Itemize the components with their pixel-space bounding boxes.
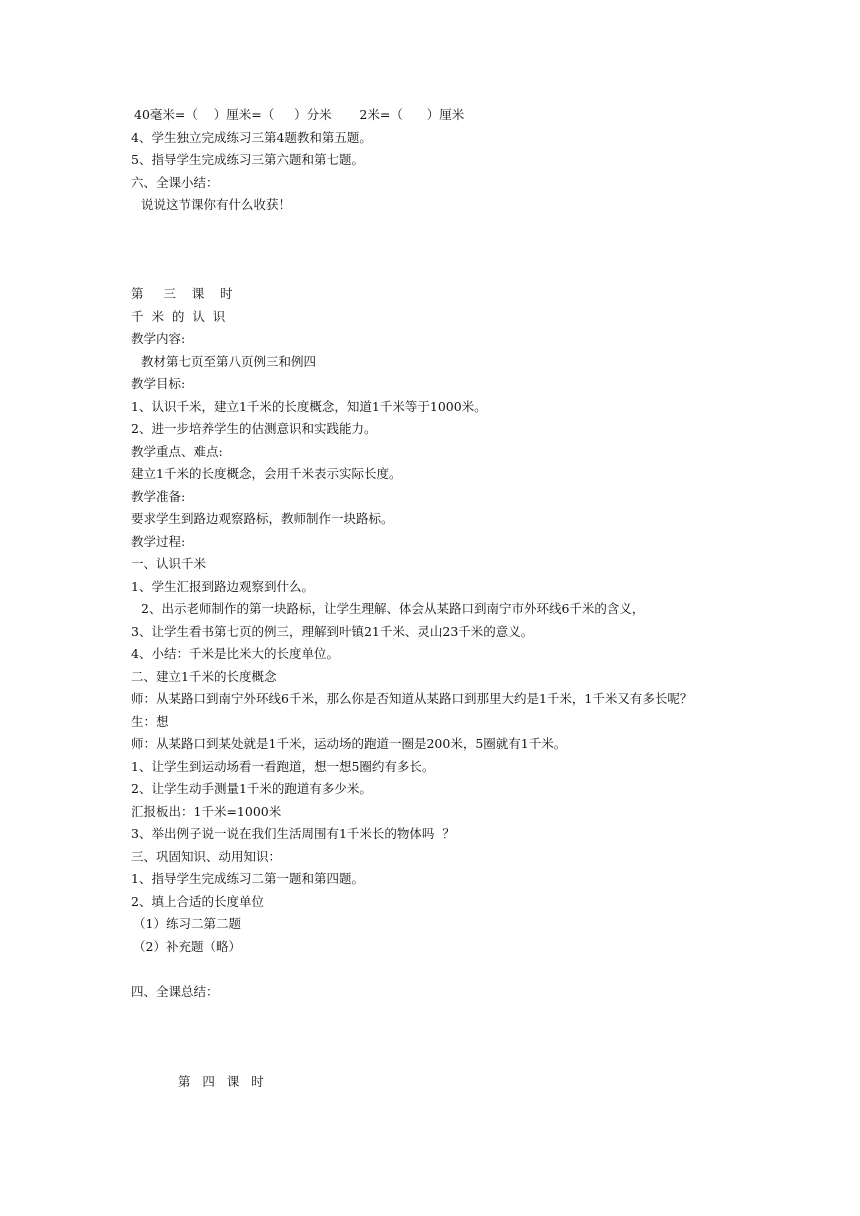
step-5: 5、指导学生完成练习三第六题和第七题。 [131,152,364,167]
teacher-question: 师：从某路口到南宁外环线6千米，那么你是否知道从某路口到那里大约是1千米，1千米又有多长呢？ [131,691,693,706]
section-2-step-3: 3、举出例子说一说在我们生活周围有1千米长的物体吗 ？ [131,826,455,841]
sub-item-1: （1）练习二第二题 [133,916,241,931]
section-2-step-2: 2、让学生动手测量1千米的跑道有多少米。 [131,781,372,796]
section-1-step-3: 3、让学生看书第七页的例三，理解到叶镇21千米、灵山23千米的意义。 [131,624,534,639]
section-1-step-4: 4、小结：千米是比米大的长度单位。 [131,646,339,661]
section-3-step-2: 2、填上合适的长度单位 [131,894,264,909]
lesson-four-heading: 第 四 课 时 [178,1074,264,1089]
section-2-heading: 二、建立1千米的长度概念 [131,669,277,684]
section-4-heading: 四、全课总结： [131,984,219,999]
section-1-step-2: 2、出示老师制作的第一块路标，让学生理解、体会从某路口到南宁市外环线6千米的含义， [141,601,645,616]
summary-prompt: 说说这节课你有什么收获！ [141,197,292,212]
teacher-explanation: 师：从某路口到某处就是1千米，运动场的跑道一圈是200米，5圈就有1千米。 [131,736,567,751]
board-note: 汇报板出：1千米=1000米 [131,804,282,819]
section-summary-heading: 六、全课小结： [131,175,219,190]
lesson-three-heading: 第 三 课 时 [131,286,233,301]
goal-2: 2、进一步培养学生的估测意识和实践能力。 [131,421,377,436]
section-3-heading: 三、巩固知识、动用知识： [131,849,282,864]
sub-item-2: （2）补充题（略） [133,939,241,954]
teaching-content-text: 教材第七页至第八页例三和例四 [141,354,317,369]
student-answer: 生：想 [131,714,169,729]
section-1-step-1: 1、学生汇报到路边观察到什么。 [131,579,314,594]
teaching-goals-label: 教学目标: [131,376,186,391]
unit-conversion-exercise: 40毫米=（ ）厘米=（ ）分米 2米=（ ）厘米 [134,107,465,122]
process-label: 教学过程: [131,534,186,549]
step-4: 4、学生独立完成练习三第4题教和第五题。 [131,130,372,145]
section-2-step-1: 1、让学生到运动场看一看跑道，想一想5圈约有多长。 [131,759,435,774]
section-1-heading: 一、认识千米 [131,556,207,571]
section-3-step-1: 1、指导学生完成练习二第一题和第四题。 [131,871,364,886]
preparation-text: 要求学生到路边观察路标，教师制作一块路标。 [131,511,394,526]
preparation-label: 教学准备: [131,489,186,504]
key-points-label: 教学重点、难点: [131,444,223,459]
goal-1: 1、认识千米，建立1千米的长度概念，知道1千米等于1000米。 [131,399,487,414]
teaching-content-label: 教学内容: [131,331,186,346]
key-points-text: 建立1千米的长度概念，会用千米表示实际长度。 [131,466,402,481]
lesson-title: 千 米 的 认 识 [131,309,226,324]
